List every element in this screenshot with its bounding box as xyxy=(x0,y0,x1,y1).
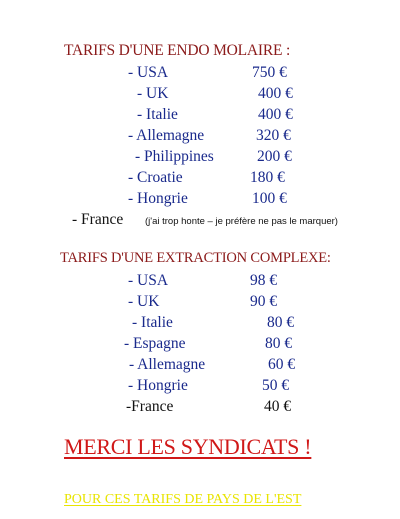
extraction-country-usa: - USA xyxy=(128,272,169,289)
extraction-country-france: -France xyxy=(126,398,174,415)
endo-country-france: - France xyxy=(72,211,124,228)
extraction-country-uk: - UK xyxy=(128,293,160,310)
endo-country-hongrie: - Hongrie xyxy=(128,190,188,207)
extraction-title: TARIFS D'UNE EXTRACTION COMPLEXE: xyxy=(60,250,331,266)
endo-france-note: (j'ai trop honte – je préfère ne pas le marquer) xyxy=(145,216,338,227)
extraction-price-allemagne: 60 € xyxy=(268,356,296,373)
endo-price-allemagne: 320 € xyxy=(256,127,291,144)
extraction-country-italie: - Italie xyxy=(132,314,173,331)
endo-country-philippines: - Philippines xyxy=(135,148,214,165)
endo-price-italie: 400 € xyxy=(258,106,293,123)
extraction-country-allemagne: - Allemagne xyxy=(129,356,206,373)
merci-headline: MERCI LES SYNDICATS ! xyxy=(64,434,312,459)
footer-text: POUR CES TARIFS DE PAYS DE L'EST xyxy=(64,492,302,507)
endo-country-usa: - USA xyxy=(128,64,169,81)
extraction-price-espagne: 80 € xyxy=(265,335,293,352)
endo-price-uk: 400 € xyxy=(258,85,293,102)
extraction-price-italie: 80 € xyxy=(267,314,295,331)
endo-title: TARIFS D'UNE ENDO MOLAIRE : xyxy=(64,42,291,59)
extraction-price-hongrie: 50 € xyxy=(262,377,290,394)
extraction-price-uk: 90 € xyxy=(250,293,278,310)
endo-price-croatie: 180 € xyxy=(250,169,285,186)
endo-price-philippines: 200 € xyxy=(257,148,292,165)
extraction-country-espagne: - Espagne xyxy=(124,335,186,352)
extraction-country-hongrie: - Hongrie xyxy=(128,377,188,394)
endo-country-uk: - UK xyxy=(137,85,169,102)
endo-country-italie: - Italie xyxy=(137,106,178,123)
endo-country-croatie: - Croatie xyxy=(128,169,183,186)
endo-price-usa: 750 € xyxy=(252,64,287,81)
extraction-price-france: 40 € xyxy=(264,398,292,415)
endo-country-allemagne: - Allemagne xyxy=(128,127,205,144)
extraction-price-usa: 98 € xyxy=(250,272,278,289)
endo-price-hongrie: 100 € xyxy=(252,190,287,207)
